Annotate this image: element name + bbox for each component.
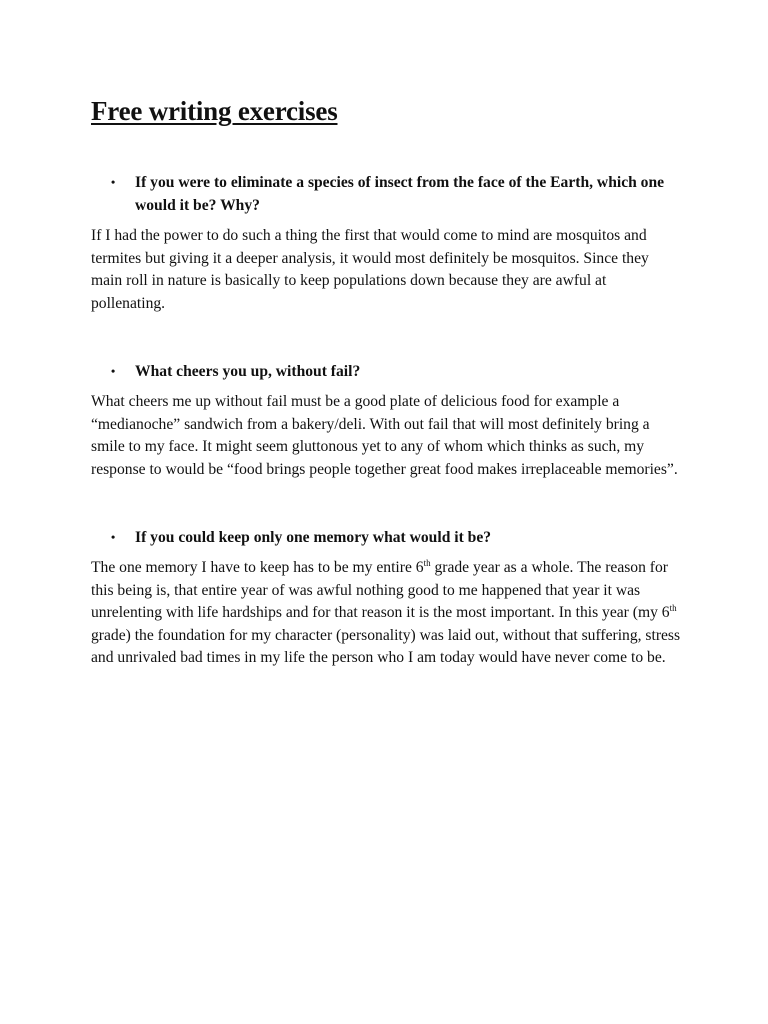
answer-memory xyxy=(91,557,683,670)
question-insect xyxy=(91,171,683,217)
bullet-icon: • xyxy=(111,175,116,189)
answer-memory-part3: grade) the foundation for my character (personality) was laid out, without that suffering, stress and unrivaled bad times in my life the person who I am today would have never come to be. xyxy=(91,626,681,666)
bullet-icon: • xyxy=(111,364,116,378)
answer-insect: If I had the power to do such a thing the first that would come to mind are mosquitos and termites but giving it a deeper analysis, it would most definitely be mosquitos. Since they main roll in nature is basically to keep populations down because they are awful at pollenating. xyxy=(91,227,649,312)
ordinal-suffix: th xyxy=(669,602,677,613)
section-insect xyxy=(91,171,683,315)
question-text: If you could keep only one memory what would it be? xyxy=(135,529,492,546)
question-memory xyxy=(91,526,683,549)
question-cheers xyxy=(91,360,683,383)
section-memory xyxy=(91,526,683,670)
document-title: Free writing exercises xyxy=(91,96,338,126)
document-page xyxy=(91,92,683,670)
answer-cheers: What cheers me up without fail must be a good plate of delicious food for example a “medianoche” sandwich from a bakery/deli. With out fail that will most definitely bring a smile to my face. It might seem gluttonous yet to any of whom which thinks as such, my response to would be “food brings people together great food makes irreplaceable memories”. xyxy=(91,393,678,478)
bullet-icon: • xyxy=(111,530,116,544)
answer-memory-part1: The one memory I have to keep has to be my entire 6 xyxy=(91,559,424,576)
question-text: If you were to eliminate a species of insect from the face of the Earth, which one would it be? Why? xyxy=(135,174,665,214)
question-text: What cheers you up, without fail? xyxy=(135,363,361,380)
answer-memory-part2: grade year as a whole. The reason for this being is, that entire year of was awful nothing good to me happened that year it was unrelenting with life hardships and for that reason it is the most important. In this year (my 6 xyxy=(91,559,670,621)
section-cheers xyxy=(91,360,683,481)
ordinal-suffix: th xyxy=(423,557,431,568)
